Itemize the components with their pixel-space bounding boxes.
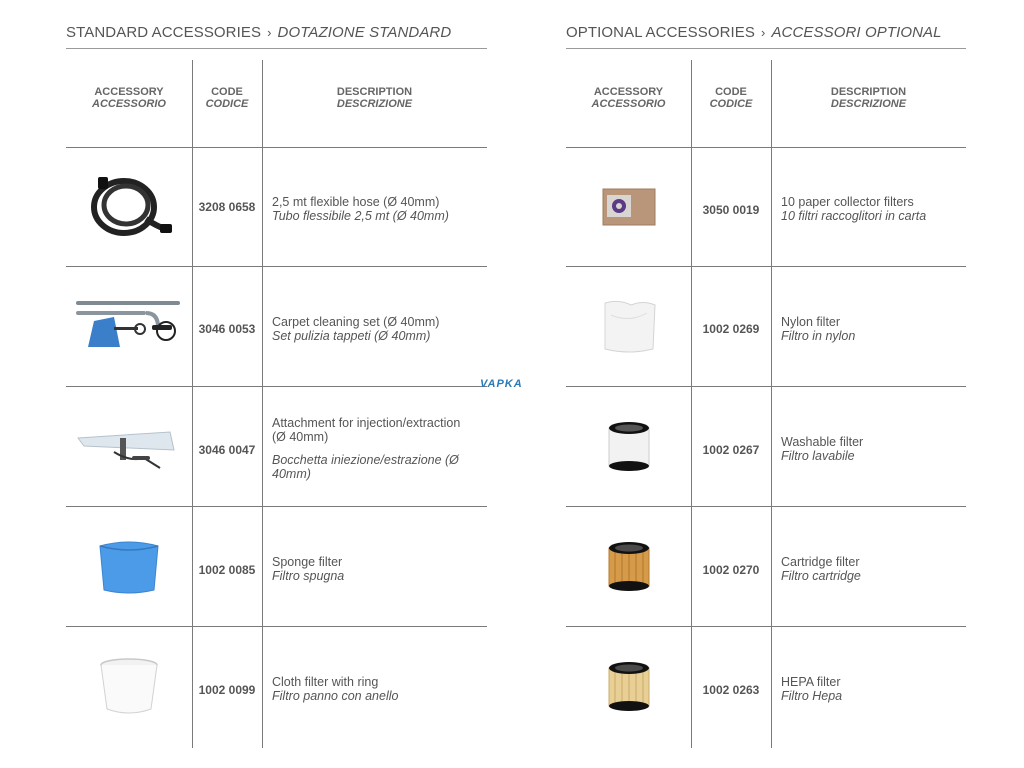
- flexible-hose-icon: [84, 169, 174, 245]
- title-rule: [566, 48, 966, 49]
- header-code: [691, 86, 771, 110]
- washable-filter-icon: [606, 420, 652, 474]
- header-accessory-it: ACCESSORIO: [591, 98, 666, 110]
- header-accessory-it: ACCESSORIO: [92, 98, 166, 110]
- header-accessory-en: ACCESSORY: [593, 86, 664, 98]
- header-accessory: [66, 86, 192, 110]
- description-en: 2,5 mt flexible hose (Ø 40mm): [272, 195, 440, 209]
- washable-filter-image: [566, 387, 691, 506]
- description-en: Cloth filter with ring: [272, 675, 379, 689]
- header-code-it: CODICE: [205, 98, 249, 110]
- description-en: Nylon filter: [781, 315, 841, 329]
- optional-title-it: ACCESSORI OPTIONAL: [771, 24, 942, 41]
- header-description-en: DESCRIPTION: [830, 86, 907, 98]
- item-description: [781, 435, 966, 463]
- header-code-en: CODE: [211, 86, 243, 98]
- item-code: 1002 0269: [702, 322, 760, 336]
- description-en: Sponge filter: [272, 555, 343, 569]
- header-accessory-en: ACCESSORY: [94, 86, 164, 98]
- description-it: Bocchetta iniezione/estrazione (Ø 40mm): [272, 453, 459, 481]
- description-en: 10 paper collector filters: [781, 195, 914, 209]
- item-code: 3208 0658: [198, 200, 256, 214]
- injection-extraction-nozzle-icon: [74, 422, 184, 472]
- description-it: Filtro Hepa: [781, 689, 843, 703]
- header-description: [771, 86, 966, 110]
- description-it: Filtro panno con anello: [272, 689, 399, 703]
- header-description: [262, 86, 487, 110]
- item-code: 3046 0053: [198, 322, 256, 336]
- item-code: 1002 0267: [702, 443, 760, 457]
- optional-title-en: OPTIONAL ACCESSORIES: [566, 24, 755, 41]
- flexible-hose-image: [66, 148, 192, 266]
- injection-extraction-image: [66, 387, 192, 506]
- header-accessory: [566, 86, 691, 110]
- item-description: [781, 315, 966, 343]
- description-it: Filtro spugna: [272, 569, 345, 583]
- title-rule: [66, 48, 487, 49]
- header-code-it: CODICE: [709, 98, 753, 110]
- item-code: 3050 0019: [702, 203, 760, 217]
- cartridge-filter-icon: [606, 540, 652, 594]
- carpet-cleaning-set-image: [66, 267, 192, 386]
- description-it: Filtro lavabile: [781, 449, 855, 463]
- title-separator: ›: [267, 25, 272, 40]
- standard-title-en: STANDARD ACCESSORIES: [66, 24, 262, 41]
- item-code: 1002 0270: [702, 563, 760, 577]
- paper-filter-bag-image: [566, 148, 691, 266]
- sponge-filter-image: [66, 507, 192, 626]
- description-it: 10 filtri raccoglitori in carta: [781, 209, 927, 223]
- cloth-filter-icon: [97, 657, 161, 717]
- header-description-it: DESCRIZIONE: [830, 98, 907, 110]
- paper-filter-bag-icon: [601, 185, 657, 229]
- standard-section-title: [66, 24, 451, 41]
- nylon-filter-image: [566, 267, 691, 386]
- item-description: [781, 555, 966, 583]
- item-description: [272, 555, 482, 583]
- item-description: [272, 315, 482, 343]
- cartridge-filter-image: [566, 507, 691, 626]
- item-description: [781, 195, 966, 223]
- item-code: 1002 0085: [198, 563, 256, 577]
- cloth-filter-image: [66, 627, 192, 747]
- watermark: VAPKA: [480, 378, 523, 390]
- description-it: Filtro cartridge: [781, 569, 861, 583]
- item-description: [272, 416, 477, 481]
- item-description: [272, 195, 482, 223]
- column-divider: [192, 60, 193, 748]
- description-it: Tubo flessibile 2,5 mt (Ø 40mm): [272, 209, 449, 223]
- description-en: HEPA filter: [781, 675, 841, 689]
- header-description-it: DESCRIZIONE: [336, 98, 413, 110]
- header-description-en: DESCRIPTION: [336, 86, 413, 98]
- header-code: [192, 86, 262, 110]
- description-en: Attachment for injection/extraction (Ø 40mm): [272, 416, 461, 444]
- description-it: Filtro in nylon: [781, 329, 856, 343]
- description-en: Washable filter: [781, 435, 864, 449]
- carpet-cleaning-set-icon: [74, 297, 184, 357]
- optional-section-title: [566, 24, 942, 41]
- description-en: Cartridge filter: [781, 555, 860, 569]
- description-en: Carpet cleaning set (Ø 40mm): [272, 315, 440, 329]
- column-divider: [262, 60, 263, 748]
- item-code: 3046 0047: [198, 443, 256, 457]
- sponge-filter-icon: [94, 536, 164, 598]
- title-separator: ›: [761, 25, 766, 40]
- nylon-filter-icon: [599, 297, 659, 357]
- standard-title-it: DOTAZIONE STANDARD: [277, 24, 452, 41]
- item-code: 1002 0263: [702, 683, 760, 697]
- item-code: 1002 0099: [198, 683, 256, 697]
- column-divider: [771, 60, 772, 748]
- hepa-filter-icon: [606, 660, 652, 714]
- item-description: [272, 675, 482, 703]
- hepa-filter-image: [566, 627, 691, 747]
- description-it: Set pulizia tappeti (Ø 40mm): [272, 329, 431, 343]
- item-description: [781, 675, 966, 703]
- column-divider: [691, 60, 692, 748]
- header-code-en: CODE: [715, 86, 747, 98]
